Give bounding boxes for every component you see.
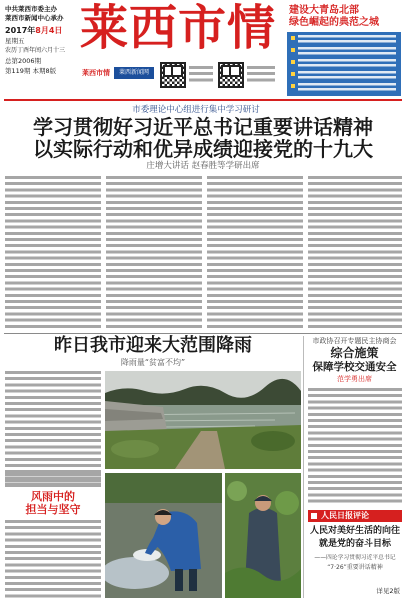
cppcc-headline-line-2: 保障学校交通安全 xyxy=(312,361,397,373)
index-item-text xyxy=(298,59,396,69)
qr-caption-text xyxy=(189,66,213,84)
qr-caption-text xyxy=(247,66,275,84)
commentary-headline-line-1: 人民对美好生活的向往 xyxy=(309,526,400,536)
issue-date xyxy=(5,27,62,35)
slogan-line-2: 绿色崛起的典范之城 xyxy=(289,17,379,28)
issue-pages: 第119期 本期8版 xyxy=(5,67,57,75)
mini-logo: 莱西市情 xyxy=(82,69,110,77)
commentary-subtitle-line-2: “7·26”重要讲话精神 xyxy=(327,564,383,571)
commentary-headline-line-2: 就是党的奋斗目标 xyxy=(318,539,391,549)
masthead-divider xyxy=(4,99,402,101)
commentary-subtitle-line-1: ——四论学习贯彻习近平总书记 xyxy=(314,555,396,561)
bullet-icon xyxy=(291,60,295,64)
bullet-icon xyxy=(291,36,295,40)
article-body-text-column xyxy=(5,473,101,487)
organizer-line: 莱西市新闻中心承办 xyxy=(5,14,64,22)
cppcc-kicker: 市政协召开专题民主协商会 xyxy=(312,337,397,345)
cppcc-headline-line-1: 综合施策 xyxy=(330,346,379,360)
rain-subhead: 降雨量“贫富不均” xyxy=(120,358,186,367)
qr-code-icon xyxy=(160,62,186,88)
bullet-icon xyxy=(291,72,295,76)
cppcc-subhead: 范学勇出席 xyxy=(337,375,372,383)
photo-caption-line-2: 担当与坚守 xyxy=(25,503,81,516)
bullet-icon xyxy=(291,48,295,52)
headline-index-panel xyxy=(287,32,401,96)
photo-caption-line-1: 风雨中的 xyxy=(31,490,75,503)
index-item-text xyxy=(298,71,396,81)
lead-subhead: 庄增大讲话 赵春胜等学研出席 xyxy=(146,161,260,171)
lead-headline-line-2: 以实际行动和优异成绩迎接党的十九大 xyxy=(33,137,373,161)
sponsor-line: 中共莱西市委主办 xyxy=(5,5,57,13)
newspaper-logo: 莱西市情 xyxy=(80,0,277,56)
index-item-text xyxy=(298,35,396,45)
continued-on-page: 详见2版 xyxy=(376,587,400,595)
issue-date-year: 2017年 xyxy=(5,26,36,35)
news-site-logo: 莱西新闻网 xyxy=(114,67,154,79)
bullet-icon xyxy=(291,84,295,88)
worker-in-field-photo xyxy=(225,473,301,598)
section-divider xyxy=(4,333,402,334)
rain-landscape-photo xyxy=(105,371,301,469)
newspaper-icon xyxy=(311,513,317,519)
article-body-text-column xyxy=(5,176,101,330)
article-body-text-column xyxy=(5,371,101,487)
index-item-text xyxy=(298,47,396,57)
article-body-text-column xyxy=(308,176,402,330)
worker-in-raincoat-photo xyxy=(105,473,222,598)
index-item-text xyxy=(298,83,396,91)
rain-headline: 昨日我市迎来大范围降雨 xyxy=(54,335,252,356)
slogan-line-1: 建设大青岛北部 xyxy=(289,5,359,16)
weekday: 星期五 xyxy=(5,37,25,45)
article-body-text-column xyxy=(207,176,303,330)
article-body-text-column xyxy=(106,176,202,330)
qr-code-icon xyxy=(218,62,244,88)
lunar-date: 农历丁酉年闰六月十三 xyxy=(5,47,66,54)
lead-kicker: 市委理论中心组进行集中学习研讨 xyxy=(132,105,260,115)
issue-date-month-day: 8月4日 xyxy=(35,26,63,35)
commentary-banner xyxy=(308,510,402,522)
total-issue-number: 总第2006期 xyxy=(5,57,42,65)
article-body-text-column xyxy=(5,520,101,598)
lead-headline-line-1: 学习贯彻好习近平总书记重要讲话精神 xyxy=(33,115,373,139)
commentary-banner-label: 人民日报评论 xyxy=(321,511,369,520)
article-body-text-column xyxy=(308,388,402,506)
column-divider xyxy=(303,336,304,598)
